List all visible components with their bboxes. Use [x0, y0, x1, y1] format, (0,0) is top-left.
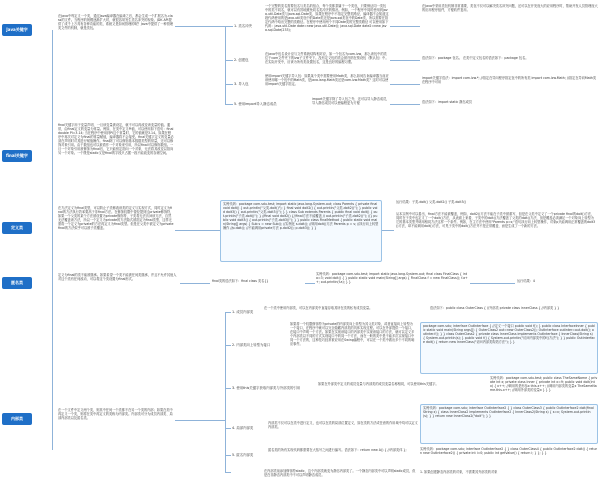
inner-description: 在一个文件中定义两个类，则其中任何一个类都不在另一个类的内部；如果在类中再定义一个类，则将在类中再定义的类称为内部类。内部类可分为成员内部类、局部内部类以及匿名类。 — [58, 408, 173, 420]
root-java-keyword[interactable]: Java关键字 — [2, 24, 32, 36]
inner-static-class-note: 1. 如果创建静态内部类的对象，不需要其外部类的对象 — [420, 470, 498, 474]
item-import-package-text: 使用import关键字导入包：如果某个类中需要使用Math类，那么如何告诉编译器当前应该使用哪一个包中的Math类，是java.lang.Math类还是com.lzw.Math类？这时可以使用import关键字指定。 — [265, 74, 389, 86]
inner-member-class-note: 语法如下：public class OuterClass { //外部类 private class innerClass { //内部类 } } — [430, 306, 560, 310]
note-import-static-syntax: 语法如下：import static 静态成员 — [422, 100, 472, 104]
root-anonymous[interactable]: 匿名类 — [2, 277, 32, 289]
define-class-result: 运行结果：子类.doit() 父类.doit2() 子类.doit3() — [396, 200, 466, 204]
inner-this-reference-note: 实例代码：package com.sdu.test; public class TheSameName { private int x; private class Inner { private int x=9; public void doit(int x) { x++; //调用的是形参x this.x++; //调用内部类的变量x TheSameName.this.x++; //调用外部类的变量x } } } — [490, 376, 598, 392]
final-description: final关键字用于变量声明，一旦该变量被设定，就不可以再改变该变量的值。通常，由final定义的变量为常量。例如，在类中定义PI值，可以使用如下语句：final double PI=3.14; 当在程序中使用到PI这个常量时，它的值就是3.14。如果在程序中再次对定义为final的常量赋值，编译器将不会接受。final关键字定义的变量必须在声明时对其进行赋值操作。final除了可以修饰基本数据类型的常量，还可以修饰对象引用。由于数组也可以被看作一个对象来引用，所以final可以修饰数组。一旦一个对象引用被修饰为final后，它只能恒定指向一个对象，无法将其改变以指向另一个对象。一个既是static又是final的字段只占据一段不能改变的存储空间。 — [58, 123, 174, 155]
define-class-description: 在方法定义为final类型，可以防止子类修改该类的定义与实现方式，同时定义为final的方法执行效率要高于非final方法。在修饰权限中曾经提到过private修饰符，如果一个父类的某个方法被设置为private修饰符，子类将无法访问该方法，自然无法覆盖该方法，所以一个定义为private的方法隐式被指定为final类型，这样无需将一个定义为private的方法再定义为final类型。但是在父类中被定义为private final的方法似乎可以被子类覆盖。 — [58, 206, 174, 230]
define-class-example: 实例代码：package com.sdu.test; import static java.lang.System.out; class Parents { private final void doit() { out.println("父类.doit()"); } final void doit2() { out.println("父类.doit2()"); } public void doit3() { out.println("父类.doit3()"); } } class Sub extends Parents { public final void doit() { out.println("子类.doit()"); } //final void doit2() {//final方法不能覆盖 // out.println("子类.doit2()"); //} public void doit3() { out.println("子类.doit3()"); } } public class FinalMethod { public static void main(String[] args) { Sub s = new Sub(); //实例化 s.doit(); //调用doit()方法 Parents p = s; //执行向上转型操作 //p.doit(); //不能调用private方法 p.doit2(); p.doit3(); } } — [220, 200, 382, 262]
inner-upcast-interface-text: 如果将一个权限修饰符为private的内部类向上转型为其父类对象，或者直接向上转型为一个接口，在程序中就可以完全隐藏内部类的具体实现过程。可以在外部提供一个接口，在接口中声明一个方法。如果在实现该接口的内部类中实现该接口的方法，就可以定义多个内部类以不同的方式实现接口中的同一个方法，而在一般的类中是不能多次实现接口中同一个方法的，这种技巧经常被应用在Swing编程中，可以在一个类中做出多个不同的响应事件。 — [290, 322, 415, 346]
inner-local-class[interactable]: 4. 局部内部类 — [232, 426, 254, 430]
java-keyword-description: 在Java中每定义一个类，通过Java编译器在编译之后，都会生成一个扩展名为.class的文件。当程序的规模逐渐扩大时，就很容易发生类名冲突的现象。JDK API提供了成千上万具有各种功能的类，系统又是如何管理的呢？Java中提供了一种管理类文件的机制，就是类包。 — [58, 14, 174, 30]
item-class-name-conflict-text: 一个完整的类名需要包名与类名的组合，每个类都隶属于一个类包，只要保证同一类包中的类不同名，就可以有效地避免同名类冲突的情况。例如，一个程序中同时使用到java.util.Date类与java.sql.Date类，如果在程序中不指定完整类路径，编译器不会知道这段代码使用的是java.util类包中的Date类还是java.sql类包中的Date类，所以需要在指定代码中给出完整的类路径。在程序中使用两个不同Date类的完整类路径 可以使用如下代码：java.util.Date date=new java.util.Date(); java.sql.Date date2=new java.sql.Date(233); — [265, 4, 389, 32]
item-import-static-text: import关键字除了导入包之外，还可以导入静态成员，导入静态成员可以使编程更为方便 — [312, 97, 390, 105]
note-package-importance: 在Java中采用类包机制非常重要，类包不仅可以解决类名冲突问题，还可以在开发庞大的应用程序时，帮助开发人员管理庞大的应用程序组件，方便软件复用。 — [422, 4, 598, 12]
inner-anonymous-class-text: 匿名类的所有实现代码都需要在大括号之间进行编写。语法如下：return new A() { //内部类体 }; — [268, 448, 407, 452]
inner-upcast-interface[interactable]: 2. 内部类向上转型为接口 — [232, 343, 271, 347]
item-class-name-conflict[interactable]: 1. 类名冲突 — [234, 24, 252, 28]
inner-member-class[interactable]: 1. 成员内部类 — [232, 310, 254, 314]
anonymous-syntax: final类的语法如下：final class 类名{} — [212, 279, 269, 283]
define-class-note: 从本实例中可以看出，final方法不能被覆盖，例如，doit2()方法不能在子类中被重写，但是在父类中定义了一个private final的doit()方法，同时在子类中也定义了一个doit()方法，从表面上来看，子类中的doit()方法覆盖了父类的doit()方法，但是覆盖必须满足一个对象向上转型为它的基本类型并调用相同方法这样一个条件。例如，在主方法中使用"Parents p=s;"语句执行向上转型操作，对象p只能调用正常覆盖的doit3()方法，却不能调用doit()方法，可见子类中的doit()方法并不是正常覆盖，而是生成了一个新的方法。 — [396, 212, 596, 228]
inner-anonymous-class[interactable]: 5. 匿名内部类 — [232, 453, 254, 457]
root-final[interactable]: final关键字 — [2, 150, 32, 162]
item-import-static[interactable]: 5. 使用import导入静态成员 — [234, 102, 277, 106]
item-import-package[interactable]: 3. 导入包 — [234, 82, 249, 86]
inner-upcast-interface-note: package com.sdu; interface OutInterface { //定义一个接口 public void f(); } public class InterfaceInner { public static void main(String args[]) { OuterClass2 out=new OuterClass2(); OutInterface outinter=out.doit(); outinter.f(); } } class OuterClass2 { private class InnerClass implements OutInterface { InnerClass(String s) { System.out.println(s); } public void f() { System.out.println("访问内部类中的f()方法"); } } public OutInterface doit() { return new InnerClass("访问内部类构造方法"); } } — [420, 322, 598, 374]
item-create-package[interactable]: 2. 创建包 — [234, 58, 249, 62]
root-inner[interactable]: 内部类 — [2, 413, 32, 425]
anonymous-example: 实例代码：package com.sdu.test; import static java.lang.System.out; final class FinalClass { int a=3; void doit() { } public static void main(String[] args) { FinalClass f = new FinalClass(); f.a++; out.println(f.a); } } — [316, 272, 468, 284]
item-create-package-text: 在Java中包名设计应与文件系统结构相对应，如一个包名为com.lzw，那么该包中的类位于com文件夹下的lzw子文件夹下。没有定义包的类会被归纳在预设包（默认包）中。在实际开发中，应该为所有类设置包名，这是良好的编程习惯。 — [265, 52, 389, 64]
note-import-syntax: import关键字语法：import com.lzw.*; //指定在导向程序指定包中的所有类 import com.lzw.Math; //指定在导向Math类在程序中可用 — [422, 76, 597, 84]
inner-anonymous-class-note: 实例代码：package com.sdu; interface OutInterface2 { } class OuterClass4 { public OutInterface2 doit() { return new OutInterface2() { private int i=0; public int getValue() { return i; } }; } } — [420, 447, 597, 455]
root-define-class[interactable]: 定义类 — [2, 222, 32, 234]
inner-member-class-text: 在一个类中使用内部类，可以在内部类中直接存取其所在类的私有成员变量。 — [264, 306, 373, 310]
anonymous-description: 定义为final的类不能被继承。如果希望一个类不能被任何类继承，并且不允许其他人对这个类有任何改动，可以将这个类设置为final形式。 — [58, 273, 177, 281]
inner-this-reference[interactable]: 3. 使用this关键字获取内部类与外部类的引用 — [232, 386, 301, 390]
inner-local-class-text: 内部类不仅可以在类中进行定义，也可以在类的局部位置定义，如在类的方法或任意的作用域中均可以定义内部类。 — [268, 421, 418, 429]
inner-static-class-text: 在内部类前添加修饰符static，这个内部类就变为静态内部类了。一个静态内部类中可以声明static成员，但是在非静态内部类中不可以声明静态成员。 — [264, 469, 416, 477]
inner-local-class-note: 实例代码：package com.sdu; interface OutInterface2 { } class OuterClass3 { public OutInterface2 doit(final String x) { class InnerClass2 implements OutInterface2 { InnerClass2(String s) { s=x; System.out.println(s); } } return new InnerClass2("doit"); } } — [420, 404, 598, 444]
inner-this-reference-text: 如果在外部类中定义的成员变量与内部类的成员变量名称相同，可以使用this关键字。 — [318, 382, 439, 386]
anonymous-result: 运行结果：4 — [517, 279, 535, 283]
note-package-syntax: 语法如下：package 包名。 在类中定义包名的语法如下：package 包名。 — [422, 56, 529, 60]
